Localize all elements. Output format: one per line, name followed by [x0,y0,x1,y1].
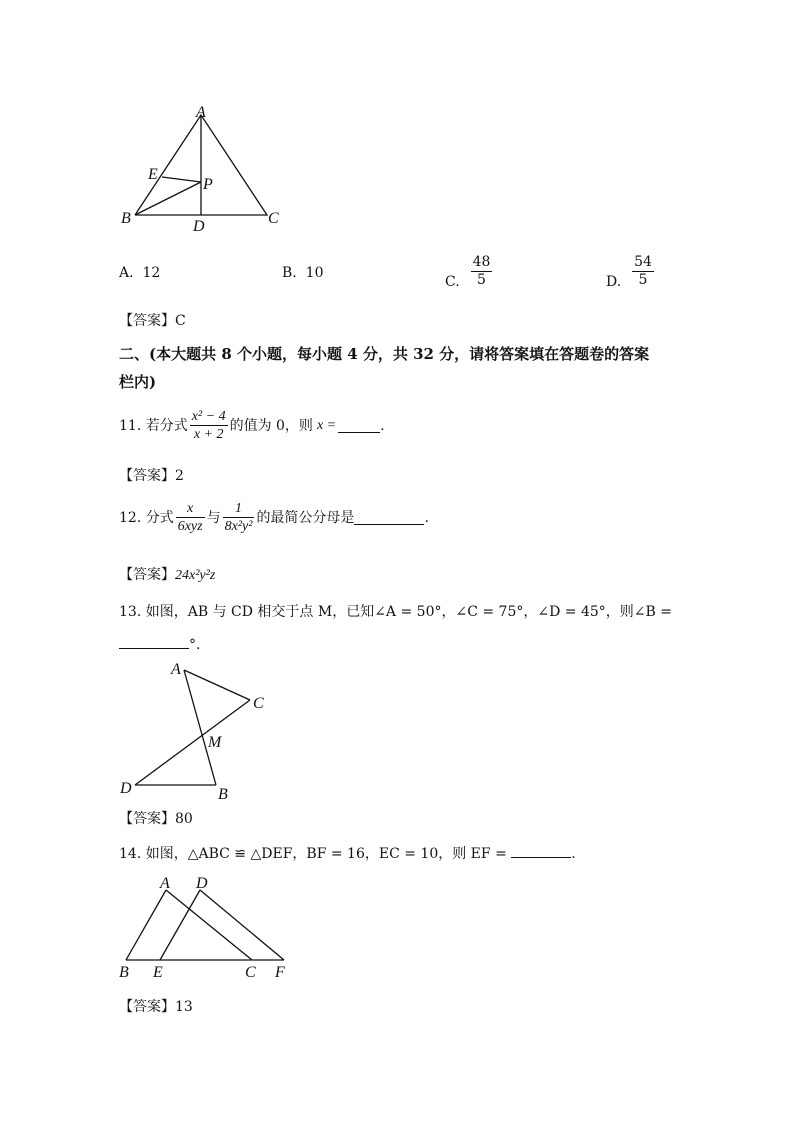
q11-prefix: 若分式 [145,417,188,434]
option-c [445,254,494,289]
option-b [282,264,323,282]
answer-q11 [119,467,184,485]
q11-end: . [380,417,385,434]
label-d: D [196,875,208,892]
q13-answer-blank[interactable] [119,634,189,649]
q12-prefix: 分式 [145,509,174,526]
answer-tag: 【答案】 [119,999,175,1015]
q12-fraction-2 [223,500,255,535]
option-c-denominator: 5 [477,272,486,288]
answer-value: 80 [175,811,193,827]
answer-tag: 【答案】 [119,313,175,329]
option-a-value: 12 [142,265,161,281]
q13-number: 13. [119,604,142,620]
label-b: B [121,210,131,227]
q14-end: . [571,846,576,862]
q12-answer-blank[interactable] [354,510,424,525]
q12-frac2-denominator: 8x²y² [224,519,253,534]
q11-number: 11. [119,417,142,434]
option-d-fraction [632,254,654,289]
answer-q12 [119,566,215,585]
answer-value: C [175,313,186,329]
q13-text: 如图，AB 与 CD 相交于点 M，已知∠A = 50°，∠C = 75°，∠D = 45°，则∠B = [145,604,672,620]
figure-intersecting-segments [110,655,290,805]
option-d-label: D. [606,273,622,290]
question-11 [119,408,385,443]
label-d: D [120,780,132,797]
q14-number: 14. [119,846,142,862]
q11-denominator: x + 2 [193,427,224,442]
q11-var: x = [316,417,337,433]
answer-value: 13 [175,999,193,1015]
label-b: B [119,964,129,981]
label-p: P [203,176,213,193]
option-d [606,254,656,289]
q11-numerator: x² − 4 [191,409,226,424]
answer-q10 [119,312,186,330]
label-c: C [245,964,256,981]
question-13-line2 [119,634,200,654]
answer-tag: 【答案】 [119,567,175,583]
label-a: A [160,875,170,892]
option-c-label: C. [445,273,460,290]
q11-mid: 的值为 0，则 [229,417,313,434]
question-14 [119,843,576,863]
q12-mid: 与 [206,509,221,526]
answer-q14 [119,998,193,1016]
answer-q13 [119,810,193,828]
option-d-numerator: 54 [634,254,652,270]
label-b: B [218,786,228,803]
label-e: E [148,166,158,183]
answer-value: 2 [175,468,184,484]
option-a-label: A. [119,265,134,281]
q11-fraction [190,408,228,443]
q14-answer-blank[interactable] [511,843,571,858]
label-a: A [171,661,181,678]
label-e: E [153,964,163,981]
figure-congruent-triangles [110,870,310,985]
q12-end: . [424,509,429,526]
section-heading-line1: 二、(本大题共 8 个小题，每小题 4 分，共 32 分，请将答案填在答题卷的答案 [119,345,650,363]
option-c-fraction [471,254,493,289]
q12-frac2-numerator: 1 [235,501,243,516]
q12-frac1-denominator: 6xyz [177,519,203,534]
option-b-value: 10 [305,265,324,281]
label-c: C [253,695,264,712]
answer-tag: 【答案】 [119,811,175,827]
label-d: D [193,218,205,235]
figure-triangle-abc [110,100,310,240]
question-12 [119,500,429,535]
label-a: A [196,104,206,121]
q12-number: 12. [119,509,142,526]
label-c: C [268,210,279,227]
section-heading-line2: 栏内) [119,373,157,391]
q14-text: 如图，△ABC ≌ △DEF，BF = 16，EC = 10，则 EF = [145,846,507,862]
q13-end: °. [189,637,201,653]
q11-answer-blank[interactable] [338,418,380,433]
option-b-label: B. [282,265,297,281]
label-m: M [208,734,222,751]
question-13 [119,603,672,621]
label-f: F [275,964,285,981]
q12-suffix: 的最简公分母是 [256,509,355,526]
answer-tag: 【答案】 [119,468,175,484]
option-a [119,264,160,282]
section-heading [119,343,649,393]
option-d-denominator: 5 [638,272,648,288]
q12-fraction-1 [176,500,205,535]
q12-frac1-numerator: x [187,501,194,516]
option-c-numerator: 48 [472,254,491,270]
answer-value: 24x²y²z [175,568,216,583]
